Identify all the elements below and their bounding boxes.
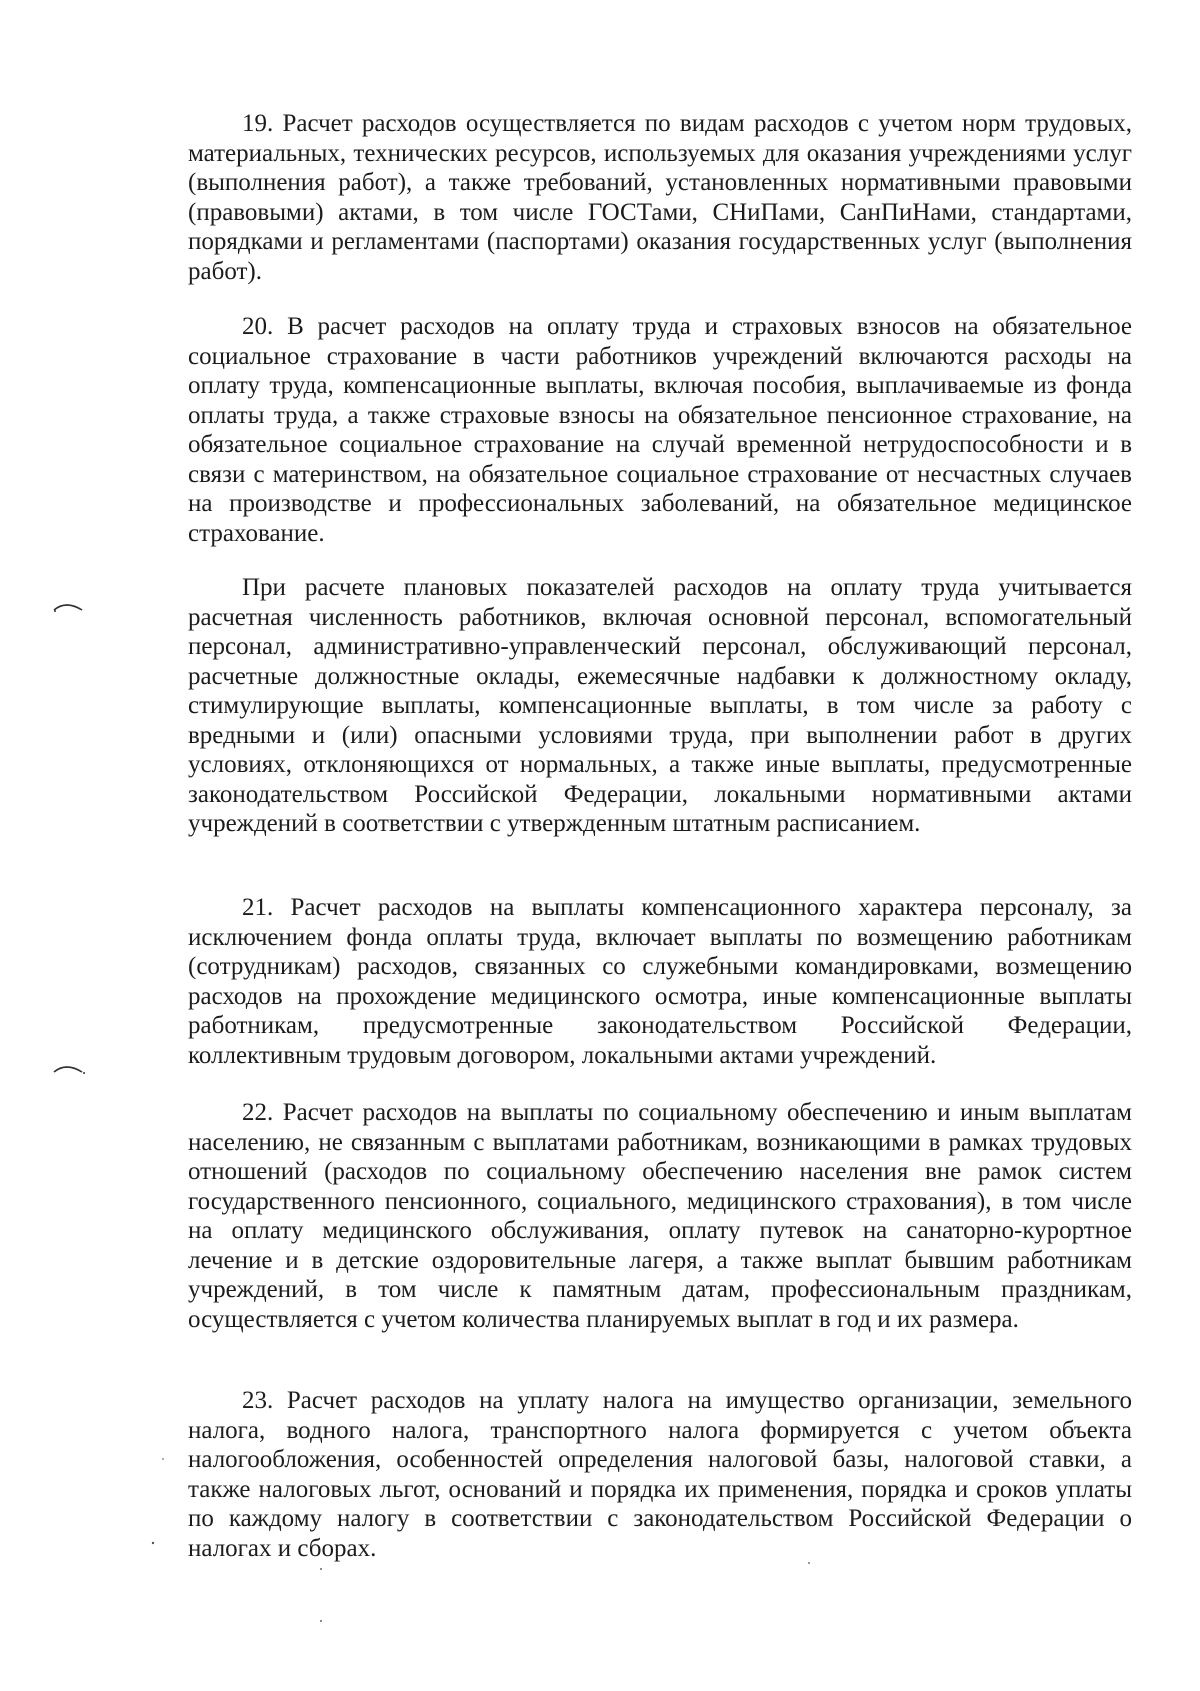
- scan-speck: [150, 1540, 156, 1546]
- paragraph-19: 19. Расчет расходов осуществляется по видам расходов с учетом норм трудовых, материальных, технических ресурсов, используемых для оказания учреждениями услуг (выполнения работ), а также требований, установленных нормативными правовыми (правовыми) актами, в том числе ГОСТами, СНиПами, СанПиНами, стандартами, порядками и регламентами (паспортами) оказания государственных услуг (выполнения работ).: [188, 110, 1132, 285]
- paragraph-22: 22. Расчет расходов на выплаты по социальному обеспечению и иным выплатам населению, не связанным с выплатами работникам, возникающими в рамках трудовых отношений (расходов по социальному обеспечению населения вне рамок систем государственного пенсионного, социального, медицинского страхования), в том числе на оплату медицинского обслуживания, оплату путевок на санаторно-курортное лечение и в детские оздоровительные лагеря, а также выплат бывшим работникам учреждений, в том числе к памятным датам, профессиональным праздникам, осуществляется с учетом количества планируемых выплат в год и их размера.: [188, 1099, 1132, 1333]
- paragraph-wage-calculation: При расчете плановых показателей расходов на оплату труда учитывается расчетная численность работников, включая основной персонал, вспомогательный персонал, административно-управленческий персонал, обслуживающий персонал, расчетные должностные оклады, ежемесячные надбавки к должностному окладу, стимулирующие выплаты, компенсационные выплаты, в том числе за работу с вредными и (или) опасными условиями труда, при выполнении работ в других условиях, отклоняющихся от нормальных, а также иные выплаты, предусмотренные законодательством Российской Федерации, локальными нормативными актами учреждений в соответствии с утвержденным штатным расписанием.: [188, 574, 1132, 837]
- paragraph-21: 21. Расчет расходов на выплаты компенсационного характера персоналу, за исключением фонда оплаты труда, включает выплаты по возмещению работникам (сотрудникам) расходов, связанных со служебными командировками, возмещению расходов на прохождение медицинского осмотра, иные компенсационные выплаты работникам, предусмотренные законодательством Российской Федерации, коллективным трудовым договором, локальными актами учреждений.: [188, 894, 1132, 1069]
- scan-speck: [318, 1566, 324, 1572]
- scan-speck: [160, 1456, 166, 1462]
- paragraph-23: 23. Расчет расходов на уплату налога на имущество организации, земельного налога, водного налога, транспортного налога формируется с учетом объекта налогообложения, особенностей определения налоговой базы, налоговой ставки, а также налоговых льгот, оснований и порядка их применения, порядка и сроков уплаты по каждому налогу в соответствии с законодательством Российской Федерации о налогах и сборах.: [188, 1387, 1132, 1562]
- punch-mark-top: [52, 598, 88, 614]
- scan-speck: [318, 1618, 324, 1624]
- punch-mark-bottom: [52, 1060, 88, 1076]
- paragraph-20: 20. В расчет расходов на оплату труда и страховых взносов на обязательное социальное страхование в части работников учреждений включаются расходы на оплату труда, компенсационные выплаты, включая пособия, выплачиваемые из фонда оплаты труда, а также страховые взносы на обязательное пенсионное страхование, на обязательное социальное страхование на случай временной нетрудоспособности и в связи с материнством, на обязательное социальное страхование от несчастных случаев на производстве и профессиональных заболеваний, на обязательное медицинское страхование.: [188, 313, 1132, 547]
